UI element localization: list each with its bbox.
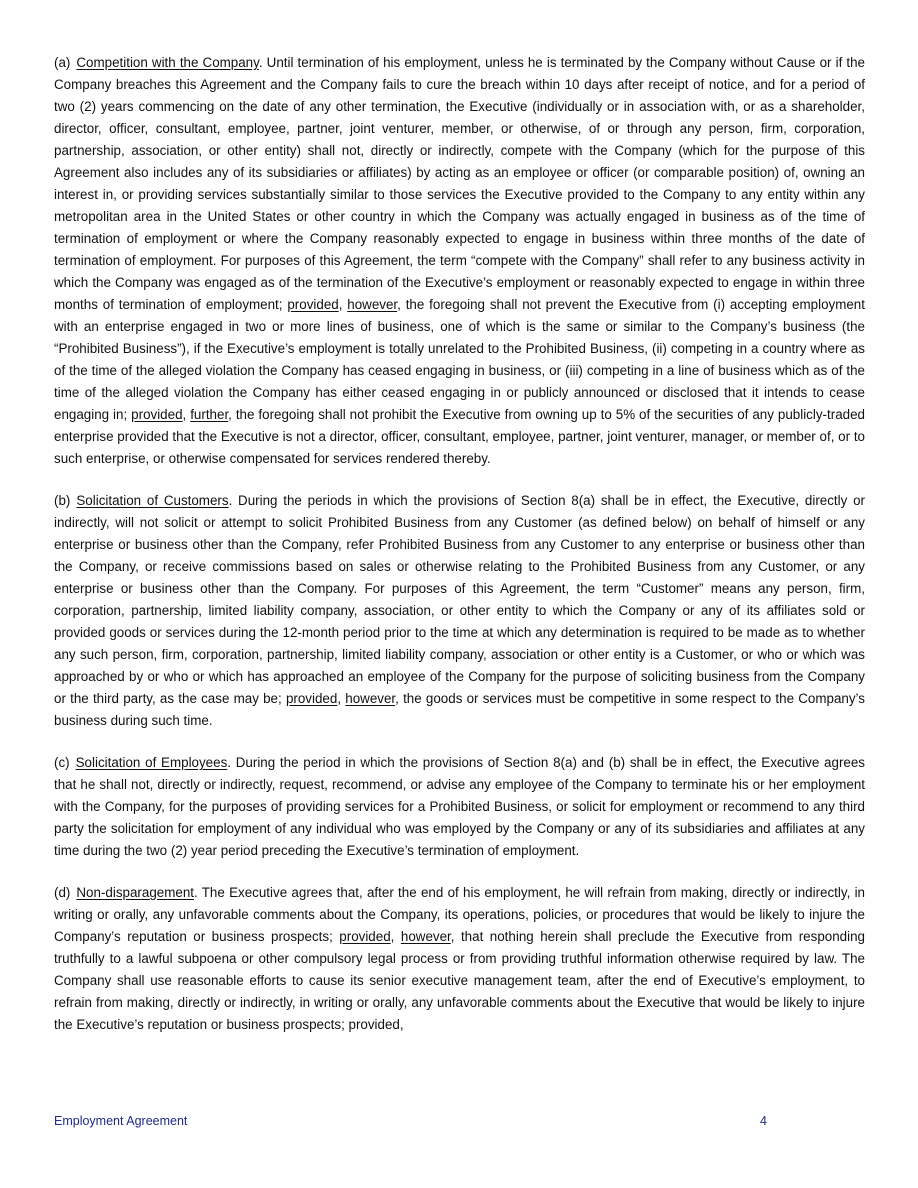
page-footer: [54, 1114, 767, 1128]
section-a-text-1: . Until termination of his employment, unless he is terminated by the Company without Cause or if the Company breaches this Agreement and the Company fails to cure the breach within 10 days after receipt of notice, and for a period of two (2) years commencing on the date of any other termination, the Executive (individually or in association with, or as a shareholder, director, officer, consultant, employee, partner, joint venturer, member, or otherwise, of or through any person, firm, corporation, partnership, association, or other entity) shall not, directly or indirectly, compete with the Company (which for the purpose of this Agreement also includes any of its subsidiaries or affiliates) by acting as an employee or officer (or comparable position) of, owning an interest in, or providing services substantially similar to those services the Executive provided to the Company to any entity within any metropolitan area in the United States or other country in which the Company was actually engaged in business as of the time of termination of employment or where the Company reasonably expected to engage in business within three months of the date of termination of employment. For purposes of this Agreement, the term “compete with the Company” shall refer to any business activity in which the Company was engaged as of the termination of the Executive’s employment or reasonably expected to engage in within three months of termination of employment;: [54, 55, 865, 312]
section-b-however: however: [345, 691, 396, 706]
section-a-label: (a): [54, 55, 71, 70]
section-a-text-2: , the foregoing shall not prevent the Executive from (i) accepting employment with an enterprise engaged in two or more lines of business, one of which is the same or similar to the Company’s business (the “Prohibited Business”), if the Executive’s employment is totally unrelated to the Prohibited Business, (ii) competing in a country where as of the time of the alleged violation the Company has ceased engaging in business, or (iii) competing in a line of business which as of the time of the alleged violation the Company has either ceased engaging in or publicly announced or disclosed that it intends to cease engaging in;: [54, 297, 865, 422]
section-d-text-1: . The Executive agrees that, after the end of his employment, he will refrain from making, directly or indirectly, in writing or orally, any unfavorable comments about the Company, its operations, policies, or procedures that would be likely to injure the Company’s reputation or business prospects;: [54, 885, 865, 944]
section-c-text-1: . During the period in which the provisions of Section 8(a) and (b) shall be in effect, the Executive agrees that he shall not, directly or indirectly, request, recommend, or advise any employee of the Company to terminate his or her employment with the Company, for the purposes of providing services for a Prohibited Business, or solicit for employment or recommend to any third party the solicitation for employment of any individual who was employed by the Company or any of its subsidiaries and affiliates at any time during the two (2) year period preceding the Executive’s termination of employment.: [54, 755, 866, 858]
section-b-label: (b): [54, 493, 71, 508]
section-a-sep-1: ,: [338, 297, 348, 312]
section-c-title: Solicitation of Employees: [75, 755, 228, 770]
section-b-text-2: , the goods or services must be competitive in some respect to the Company’s business during such time.: [54, 691, 865, 728]
footer-page-number: 4: [760, 1114, 767, 1128]
section-a-further: further: [190, 407, 229, 422]
document-page: [54, 52, 865, 1056]
section-d-title: Non-disparagement: [76, 885, 194, 900]
section-a-title: Competition with the Company: [76, 55, 259, 70]
section-d-however: however: [400, 929, 451, 944]
section-b-sep-1: ,: [337, 691, 346, 706]
section-a-sep-2: ,: [182, 407, 191, 422]
section-c-solicitation-employees: [54, 752, 865, 862]
section-d-label: (d): [54, 885, 71, 900]
section-b-solicitation-customers: [54, 490, 865, 732]
section-b-title: Solicitation of Customers: [76, 493, 229, 508]
section-a-competition: [54, 52, 865, 470]
section-a-provided-1: provided: [287, 297, 339, 312]
section-a-provided-2: provided: [131, 407, 183, 422]
section-d-provided: provided: [339, 929, 391, 944]
section-b-text-1: . During the periods in which the provisions of Section 8(a) shall be in effect, the Executive, directly or indirectly, will not solicit or attempt to solicit Prohibited Business from any Customer (as defined below) on behalf of himself or any enterprise or business other than the Company, refer Prohibited Business from any Customer to any enterprise or business other than the Company, or receive commissions based on sales or otherwise relating to the Prohibited Business from any Customer, or any enterprise or business other than the Company. For purposes of this Agreement, the term “Customer” means any person, firm, corporation, partnership, limited liability company, association, or other entity to which the Company or any of its affiliates sold or provided goods or services during the 12-month period prior to the time at which any determination is required to be made as to whether any such person, firm, corporation, partnership, limited liability company, association or other entity is a Customer, or who or which was approached by or who or which has approached an employee of the Company for the purpose of soliciting business from the Company or the third party, as the case may be;: [54, 493, 865, 706]
section-d-sep-1: ,: [390, 929, 401, 944]
section-a-text-3: , the foregoing shall not prohibit the Executive from owning up to 5% of the securities of any publicly-traded enterprise provided that the Executive is not a director, officer, consultant, employee, partner, joint venturer, manager, or member of, or to such enterprise, or otherwise compensated for services rendered thereby.: [54, 407, 865, 466]
footer-document-title: Employment Agreement: [54, 1114, 188, 1128]
section-d-text-2: , that nothing herein shall preclude the Executive from responding truthfully to a lawful subpoena or other compulsory legal process or from providing truthful information otherwise required by law. The Company shall use reasonable efforts to cause its senior executive management team, after the end of Executive’s employment, to refrain from making, directly or indirectly, in writing or orally, any unfavorable comments about the Executive that would be likely to injure the Executive’s reputation or business prospects; provided,: [54, 929, 865, 1032]
section-b-provided: provided: [285, 691, 338, 706]
section-c-label: (c): [54, 755, 70, 770]
section-d-non-disparagement: [54, 882, 865, 1036]
section-a-however: however: [347, 297, 398, 312]
